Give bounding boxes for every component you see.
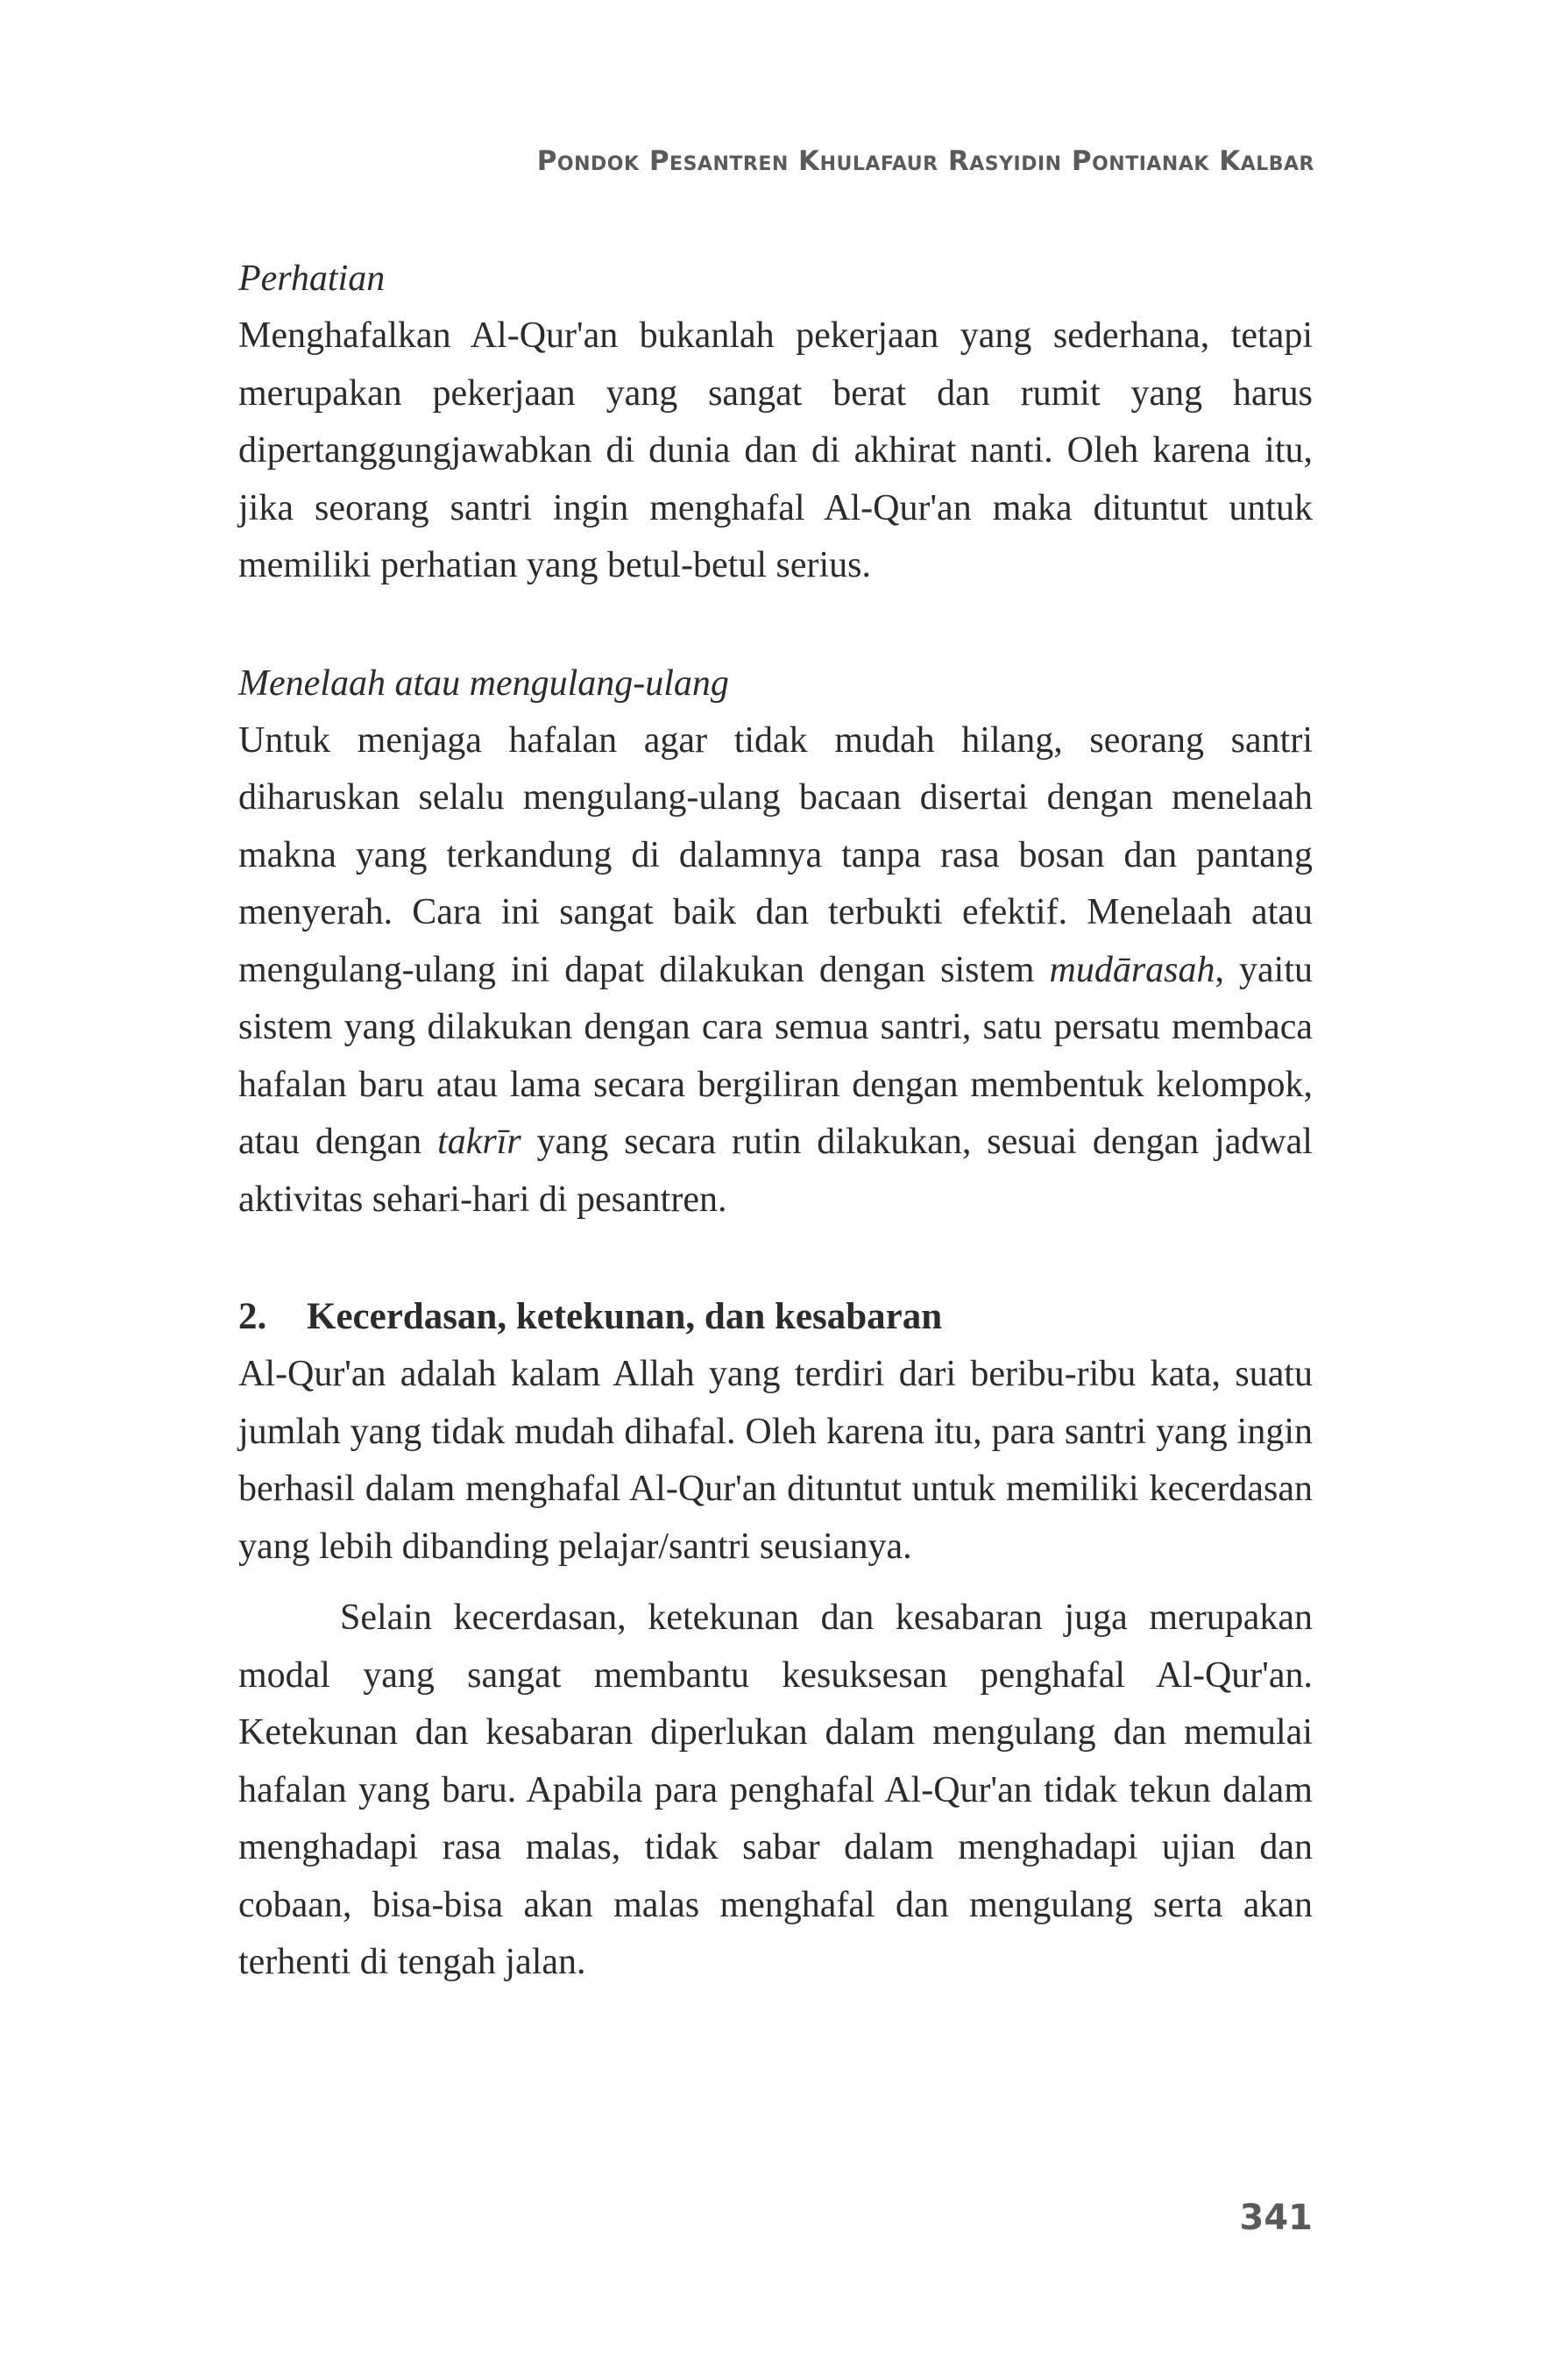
- page-content: [238, 250, 1313, 1992]
- term-takrir: takrīr: [437, 1122, 521, 1162]
- spacer: [238, 595, 1313, 655]
- section-heading-2: [238, 1288, 1313, 1346]
- spacer: [238, 1576, 1313, 1590]
- running-header: Pondok Pesantren Khulafaur Rasyidin Pontianak Kalbar: [536, 145, 1314, 177]
- section-title: Kecerdasan, ketekunan, dan kesabaran: [307, 1296, 943, 1337]
- section-number: 2.: [238, 1296, 267, 1337]
- text-segment: , yaitu sistem yang dilakukan dengan cara semua santri, satu persatu membaca hafalan baru atau lama secara bergiliran dengan membentuk kelompok, atau dengan: [238, 949, 1313, 1162]
- text-segment: yang secara rutin dilakukan, sesuai dengan jadwal aktivitas sehari-hari di pesantren.: [238, 1122, 1313, 1220]
- subheading-perhatian: Perhatian: [238, 259, 386, 299]
- subheading-menelaah: Menelaah atau mengulang-ulang: [238, 662, 729, 704]
- page-number: 341: [1239, 2198, 1313, 2238]
- paragraph-menelaah: [238, 712, 1313, 1229]
- paragraph-perhatian: Menghafalkan Al-Qur'an bukanlah pekerjaan yang sederhana, tetapi merupakan pekerjaan yang sangat berat dan rumit yang harus dipertanggungjawabkan di dunia dan di akhirat nanti. Oleh karena itu, jika seorang santri ingin menghafal Al-Qur'an maka dituntut untuk memiliki perhatian yang betul-betul serius.: [238, 315, 1313, 585]
- spacer: [238, 1229, 1313, 1288]
- paragraph-kecerdasan-1: Al-Qur'an adalah kalam Allah yang terdiri dari beribu-ribu kata, suatu jumlah yang tidak mudah dihafal. Oleh karena itu, para santri yang ingin berhasil dalam menghafal Al-Qur'an dituntut untuk memiliki kecerdasan yang lebih dibanding pelajar/santri seusianya.: [238, 1354, 1313, 1567]
- term-mudarasah: mudārasah: [1049, 949, 1215, 990]
- text-segment: Untuk menjaga hafalan agar tidak mudah hilang, seorang santri diharuskan selalu mengulang-ulang bacaan disertai dengan menelaah makna yang terkandung di dalamnya tanpa rasa bosan dan pantang menyerah. Cara ini sangat baik dan terbukti efektif. Menelaah atau mengulang-ulang ini dapat dilakukan dengan sistem: [238, 719, 1313, 990]
- paragraph-kecerdasan-2: Selain kecerdasan, ketekunan dan kesabaran juga merupakan modal yang sangat membantu kesuksesan penghafal Al-Qur'an. Ketekunan dan kesabaran diperlukan dalam mengulang dan memulai hafalan yang baru. Apabila para penghafal Al-Qur'an tidak tekun dalam menghadapi rasa malas, tidak sabar dalam menghadapi ujian dan cobaan, bisa-bisa akan malas menghafal dan mengulang serta akan terhenti di tengah jalan.: [238, 1597, 1313, 1982]
